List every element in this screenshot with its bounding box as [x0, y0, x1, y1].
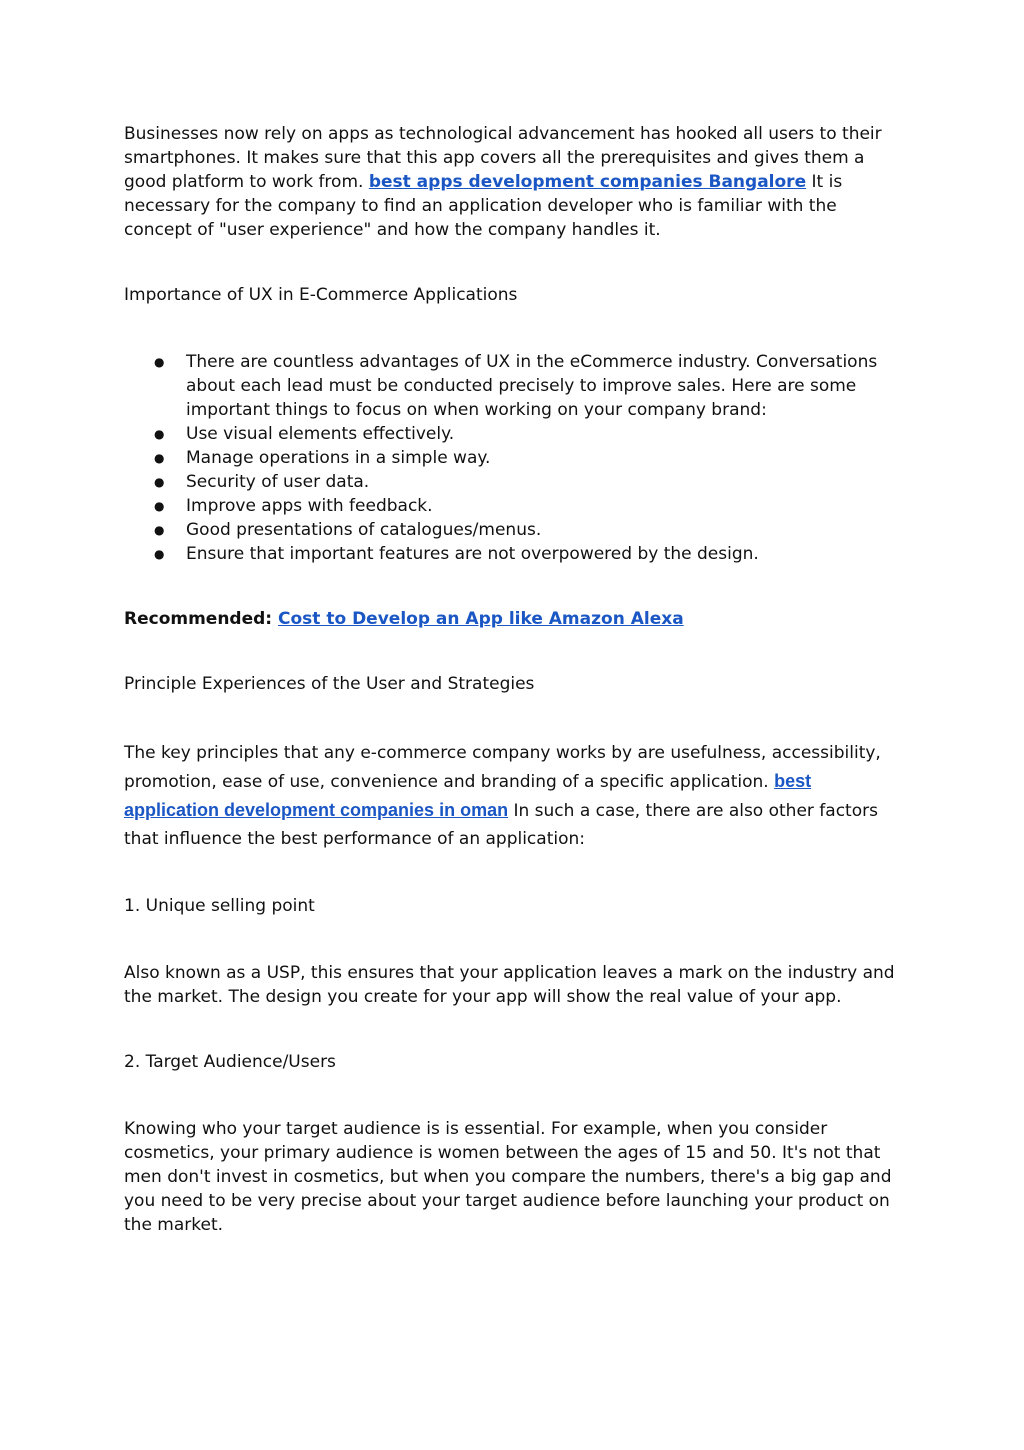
list-item: [124, 350, 904, 422]
principles-text-start: The key principles that any e-commerce company works by are usefulness, accessibility, promotion, ease of use, convenience and branding of a specific application.: [124, 743, 881, 792]
list-item-text: Improve apps with feedback.: [186, 496, 433, 516]
ux-bullet-list: [124, 350, 904, 566]
list-item: [124, 542, 904, 566]
principles-text-end: In such a case, there are also other factors that influence the best performance of an application:: [124, 801, 878, 849]
bullet-icon: ●: [154, 475, 165, 489]
oman-companies-link[interactable]: best application development companies in oman: [124, 771, 812, 820]
usp-paragraph: Also known as a USP, this ensures that your application leaves a mark on the industry and the market. The design you create for your app will show the real value of your app.: [124, 963, 895, 1007]
bullet-icon: ●: [154, 547, 165, 561]
list-item: [124, 518, 904, 542]
recommended-line: [124, 607, 904, 631]
usp-heading: 1. Unique selling point: [124, 896, 315, 916]
bullet-icon: ●: [154, 523, 165, 537]
list-item: [124, 470, 904, 494]
list-item-text: Manage operations in a simple way.: [186, 448, 491, 468]
amazon-alexa-cost-link[interactable]: Cost to Develop an App like Amazon Alexa: [278, 609, 684, 629]
bullet-icon: ●: [154, 355, 165, 369]
list-item-text: There are countless advantages of UX in the eCommerce industry. Conversations about each lead must be conducted precisely to improve sales. Here are some important things to focus on when working on your company brand:: [186, 352, 878, 420]
bangalore-companies-link[interactable]: best apps development companies Bangalore: [368, 172, 807, 192]
list-item-text: Ensure that important features are not overpowered by the design.: [186, 544, 759, 564]
bullet-icon: ●: [154, 427, 165, 441]
target-audience-heading: 2. Target Audience/Users: [124, 1052, 336, 1072]
principles-heading: Principle Experiences of the User and Strategies: [124, 674, 535, 694]
intro-text-start: Businesses now rely on apps as technological advancement has hooked all users to their smartphones. It makes sure that this app covers all the prerequisites and gives them a good platform to work from.: [124, 124, 882, 192]
intro-text-end: It is necessary for the company to find an application developer who is familiar with the concept of "user experience" and how the company handles it.: [124, 172, 843, 240]
list-item-text: Good presentations of catalogues/menus.: [186, 520, 542, 540]
document-page: [124, 122, 904, 1237]
recommended-label: Recommended:: [124, 609, 279, 629]
bullet-icon: ●: [154, 451, 165, 465]
list-item-text: Use visual elements effectively.: [186, 424, 455, 444]
bullet-icon: ●: [154, 499, 165, 513]
list-item: [124, 422, 904, 446]
intro-paragraph: [124, 122, 904, 242]
list-item: [124, 446, 904, 470]
list-item: [124, 494, 904, 518]
list-item-text: Security of user data.: [186, 472, 370, 492]
target-audience-paragraph: Knowing who your target audience is is essential. For example, when you consider cosmetics, your primary audience is women between the ages of 15 and 50. It's not that men don't invest in cosmetics, but when you compare the numbers, there's a big gap and you need to be very precise about your target audience before launching your product on the market.: [124, 1119, 892, 1235]
ux-importance-heading: Importance of UX in E-Commerce Applications: [124, 285, 518, 305]
principles-paragraph: [124, 739, 904, 853]
